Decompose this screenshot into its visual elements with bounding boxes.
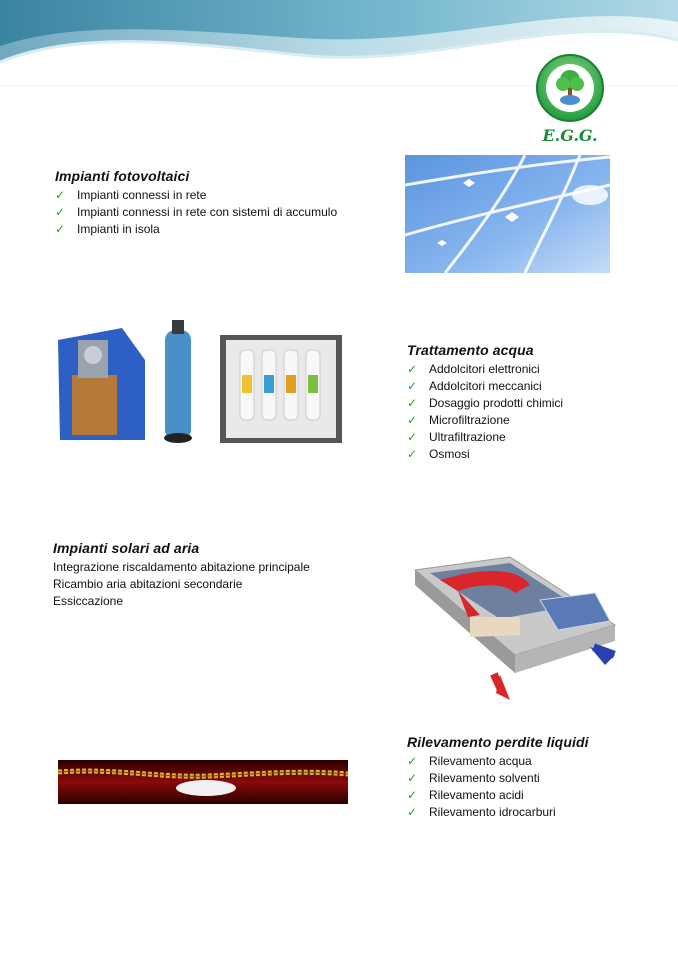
- list-item: ✓ Osmosi: [407, 447, 470, 461]
- feature-list: [407, 753, 667, 821]
- list-item: ✓ Rilevamento idrocarburi: [407, 805, 556, 819]
- section-title: Trattamento acqua: [407, 342, 534, 358]
- list-item: Integrazione riscaldamento abitazione principale: [53, 560, 310, 574]
- list-item: Essiccazione: [53, 594, 124, 608]
- list-item: Ricambio aria abitazioni secondarie: [53, 577, 243, 591]
- list-item: ✓ Impianti in isola: [55, 222, 160, 236]
- checkmark-icon: ✓: [407, 413, 418, 427]
- solar-panel-image: [405, 155, 610, 273]
- list-item: ✓ Impianti connessi in rete con sistemi di accumulo: [55, 205, 338, 219]
- tree-globe-icon: [530, 52, 610, 124]
- section-title: Rilevamento perdite liquidi: [407, 734, 589, 750]
- checkmark-icon: ✓: [407, 379, 418, 393]
- list-item: ✓ Addolcitori meccanici: [407, 379, 542, 393]
- list-item: ✓ Impianti connessi in rete: [55, 188, 207, 202]
- feature-list: [407, 361, 667, 463]
- checkmark-icon: ✓: [55, 222, 66, 236]
- list-item: ✓ Rilevamento solventi: [407, 771, 540, 785]
- feature-list: [53, 559, 383, 610]
- checkmark-icon: ✓: [407, 396, 418, 410]
- checkmark-icon: ✓: [407, 754, 418, 768]
- checkmark-icon: ✓: [407, 771, 418, 785]
- section-solar-air: [53, 540, 383, 610]
- checkmark-icon: ✓: [407, 805, 418, 819]
- list-item: ✓ Rilevamento acqua: [407, 754, 532, 768]
- brand-logo: [530, 52, 610, 150]
- list-item: ✓ Addolcitori elettronici: [407, 362, 540, 376]
- checkmark-icon: ✓: [407, 430, 418, 444]
- list-item: ✓ Dosaggio prodotti chimici: [407, 396, 564, 410]
- section-water-treatment: [407, 342, 667, 463]
- leak-detection-cable-image: [58, 760, 348, 804]
- section-title: Impianti fotovoltaici: [55, 168, 190, 184]
- checkmark-icon: ✓: [407, 362, 418, 376]
- list-item: ✓ Microfiltrazione: [407, 413, 510, 427]
- checkmark-icon: ✓: [55, 205, 66, 219]
- section-title: Impianti solari ad aria: [53, 540, 200, 556]
- water-treatment-image: [50, 320, 345, 445]
- section-photovoltaic: [55, 168, 385, 238]
- solar-air-collector-image: [410, 555, 625, 705]
- feature-list: [55, 187, 385, 238]
- checkmark-icon: ✓: [407, 788, 418, 802]
- checkmark-icon: ✓: [407, 447, 418, 461]
- list-item: ✓ Ultrafiltrazione: [407, 430, 506, 444]
- checkmark-icon: ✓: [55, 188, 66, 202]
- list-item: ✓ Rilevamento acidi: [407, 788, 524, 802]
- section-leak-detection: [407, 734, 667, 821]
- brand-name: E.G.G.: [542, 126, 598, 145]
